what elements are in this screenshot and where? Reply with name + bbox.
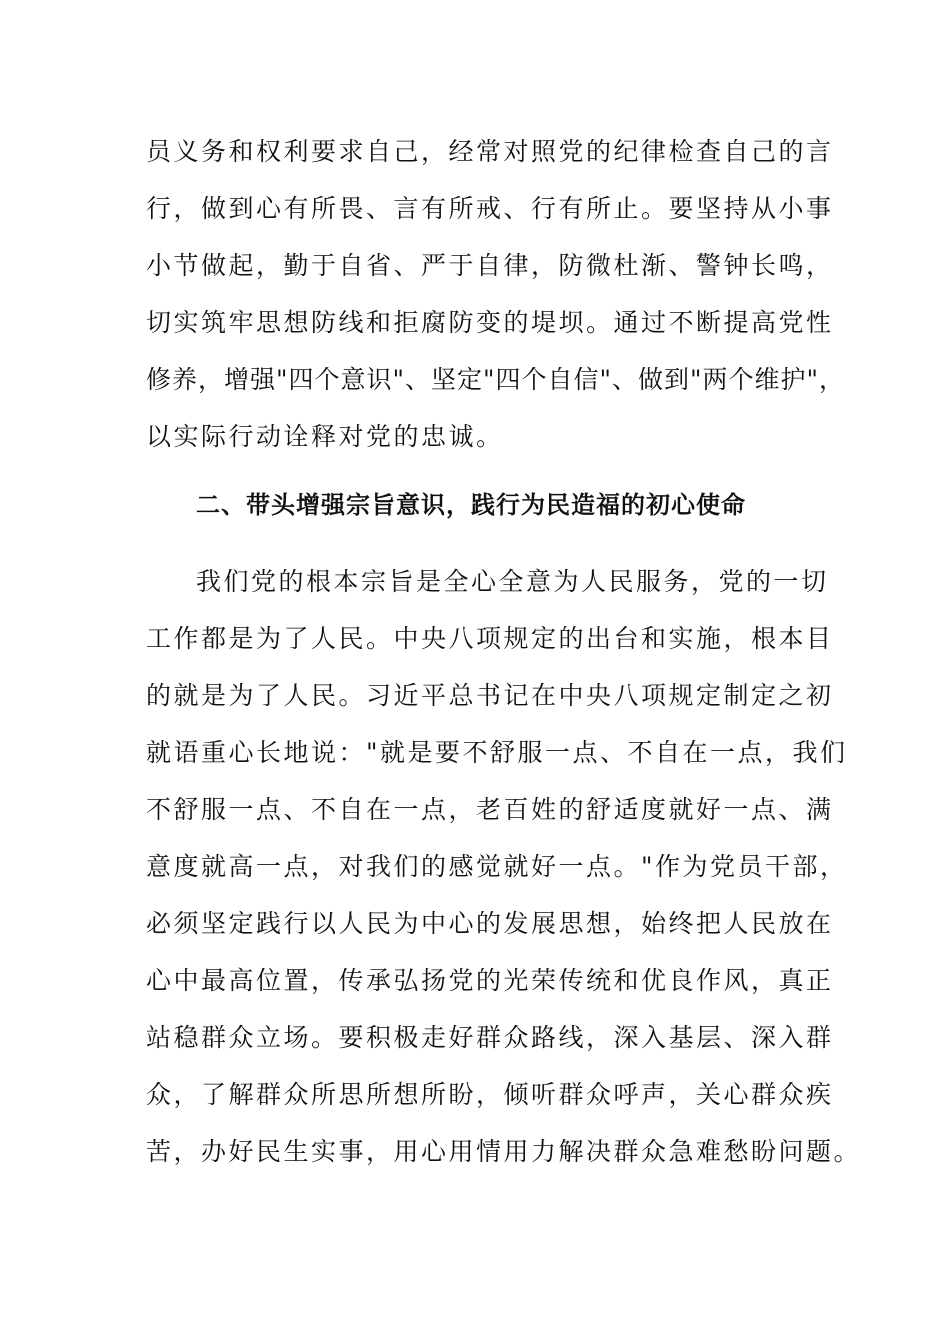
paragraph-line: 修养，增强"四个意识"、坚定"四个自信"、做到"两个维护"， (146, 365, 845, 394)
paragraph-line: 行，做到心有所畏、言有所戒、行有所止。要坚持从小事 (146, 194, 834, 223)
paragraph-line: 心中最高位置，传承弘扬党的光荣传统和优良作风，真正 (146, 966, 834, 995)
paragraph-line: 工作都是为了人民。中央八项规定的出台和实施，根本目 (146, 624, 834, 653)
paragraph-line: 小节做起，勤于自省、严于自律，防微杜渐、警钟长鸣， (146, 251, 834, 280)
paragraph-line: 站稳群众立场。要积极走好群众路线，深入基层、深入群 (146, 1023, 834, 1052)
paragraph-line: 以实际行动诠释对党的忠诚。 (146, 422, 504, 451)
paragraph-line: 不舒服一点、不自在一点，老百姓的舒适度就好一点、满 (146, 795, 834, 824)
section-heading: 二、带头增强宗旨意识，践行为民造福的初心使命 (196, 491, 746, 519)
paragraph-line: 我们党的根本宗旨是全心全意为人民服务，党的一切 (196, 567, 829, 596)
paragraph-line: 众，了解群众所思所想所盼，倾听群众呼声，关心群众疾 (146, 1080, 834, 1109)
paragraph-line: 苦，办好民生实事，用心用情用力解决群众急难愁盼问题。 (146, 1137, 862, 1166)
paragraph-line: 必须坚定践行以人民为中心的发展思想，始终把人民放在 (146, 909, 834, 938)
paragraph-line: 切实筑牢思想防线和拒腐防变的堤坝。通过不断提高党性 (146, 308, 834, 337)
paragraph-line: 员义务和权利要求自己，经常对照党的纪律检查自己的言 (146, 137, 834, 166)
paragraph-line: 意度就高一点，对我们的感觉就好一点。"作为党员干部， (146, 852, 848, 881)
paragraph-line: 就语重心长地说："就是要不舒服一点、不自在一点，我们 (146, 738, 848, 767)
paragraph-line: 的就是为了人民。习近平总书记在中央八项规定制定之初 (146, 681, 834, 710)
